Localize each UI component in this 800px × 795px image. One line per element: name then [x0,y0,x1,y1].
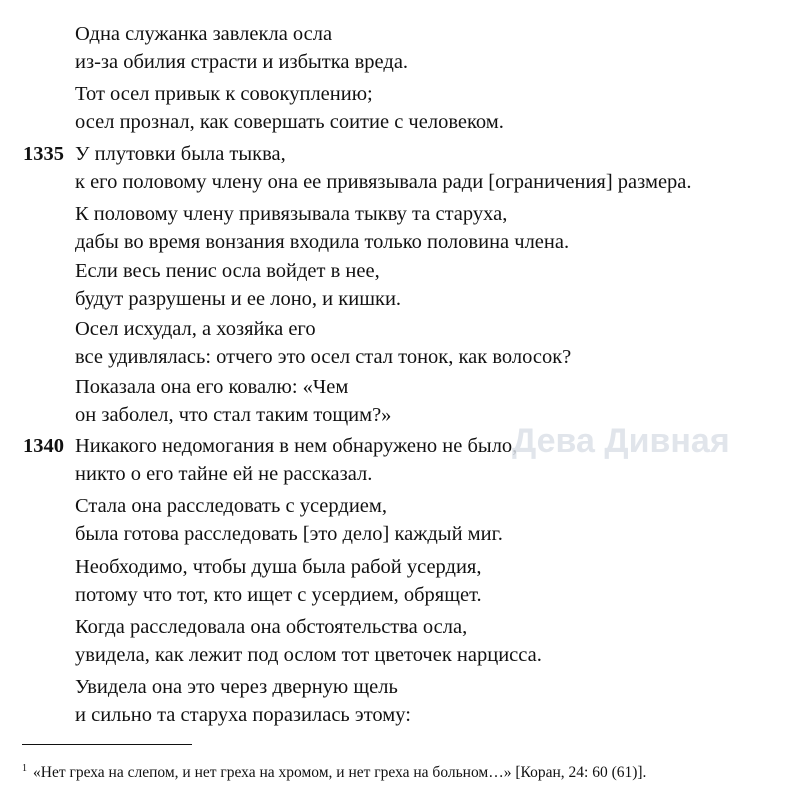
verse-line [0,20,800,48]
verse-line [0,200,800,228]
stanza [0,140,800,196]
verse-line [0,48,800,76]
verse-text: Когда расследовала она обстоятельства осла, [75,616,468,638]
verse-line [0,285,800,313]
verse-text: У плутовки была тыква, [75,143,286,165]
stanza [0,432,800,488]
footnote-text: «Нет греха на слепом, и нет греха на хромом, и нет греха на больном…» [Коран, 24: 60 (61)]. [33,764,647,782]
stanza [0,492,800,548]
verse-line [0,257,800,285]
verse-text: потому что тот, кто ищет с усердием, обрящет. [75,584,482,606]
stanza [0,200,800,256]
verse-line [0,168,800,196]
verse-line [0,373,800,401]
verse-line [0,228,800,256]
verse-text: он заболел, что стал таким тощим?» [75,404,392,426]
stanza [0,80,800,136]
verse-line [0,701,800,729]
verse-text: все удивлялась: отчего это осел стал тонок, как волосок? [75,346,572,368]
verse-line [0,140,800,168]
verse-text: увидела, как лежит под ослом тот цветочек нарцисса. [75,644,542,666]
verse-line [0,432,800,460]
stanza [0,257,800,313]
verse-text: Показала она его ковалю: «Чем [75,376,349,398]
verse-line [0,520,800,548]
verse-text: Если весь пенис осла войдет в нее, [75,260,380,282]
verse-line [0,460,800,488]
verse-text: будут разрушены и ее лоно, и кишки. [75,288,402,310]
verse-text: к его половому члену она ее привязывала ради [ограничения] размера. [75,171,692,193]
verse-text: К половому члену привязывала тыкву та старуха, [75,203,508,225]
verse-text: была готова расследовать [это дело] каждый миг. [75,523,503,545]
stanza [0,673,800,729]
verse-text: Осел исхудал, а хозяйка его [75,318,316,340]
footnote-marker: 1 [22,763,27,774]
verse-text: никто о его тайне ей не рассказал. [75,463,373,485]
verse-line [0,553,800,581]
verse-number: 1340 [23,435,64,457]
verse-text: Одна служанка завлекла осла [75,23,333,45]
verse-line [0,581,800,609]
watermark: Дева Дивная [512,422,730,460]
verse-line [0,80,800,108]
verse-line [0,641,800,669]
footnote-divider [22,744,192,745]
verse-line [0,108,800,136]
verse-text: Тот осел привык к совокуплению; [75,83,373,105]
verse-line [0,401,800,429]
stanza [0,20,800,76]
verse-text: Стала она расследовать с усердием, [75,495,387,517]
verse-line [0,613,800,641]
verse-text: Необходимо, чтобы душа была рабой усердия, [75,556,482,578]
verse-number: 1335 [23,143,64,165]
verse-line [0,315,800,343]
stanza [0,613,800,669]
verse-line [0,673,800,701]
footnote [22,758,646,784]
verse-text: Увидела она это через дверную щель [75,676,398,698]
stanza [0,553,800,609]
stanza [0,315,800,371]
verse-text: осел прознал, как совершать соитие с человеком. [75,111,504,133]
verse-text: дабы во время вонзания входила только половина члена. [75,231,570,253]
verse-text: из-за обилия страсти и избытка вреда. [75,51,409,73]
verse-line [0,492,800,520]
stanza [0,373,800,429]
verse-text: и сильно та старуха поразилась этому: [75,704,411,726]
verse-text: Никакого недомогания в нем обнаружено не было, [75,435,518,457]
verse-line [0,343,800,371]
